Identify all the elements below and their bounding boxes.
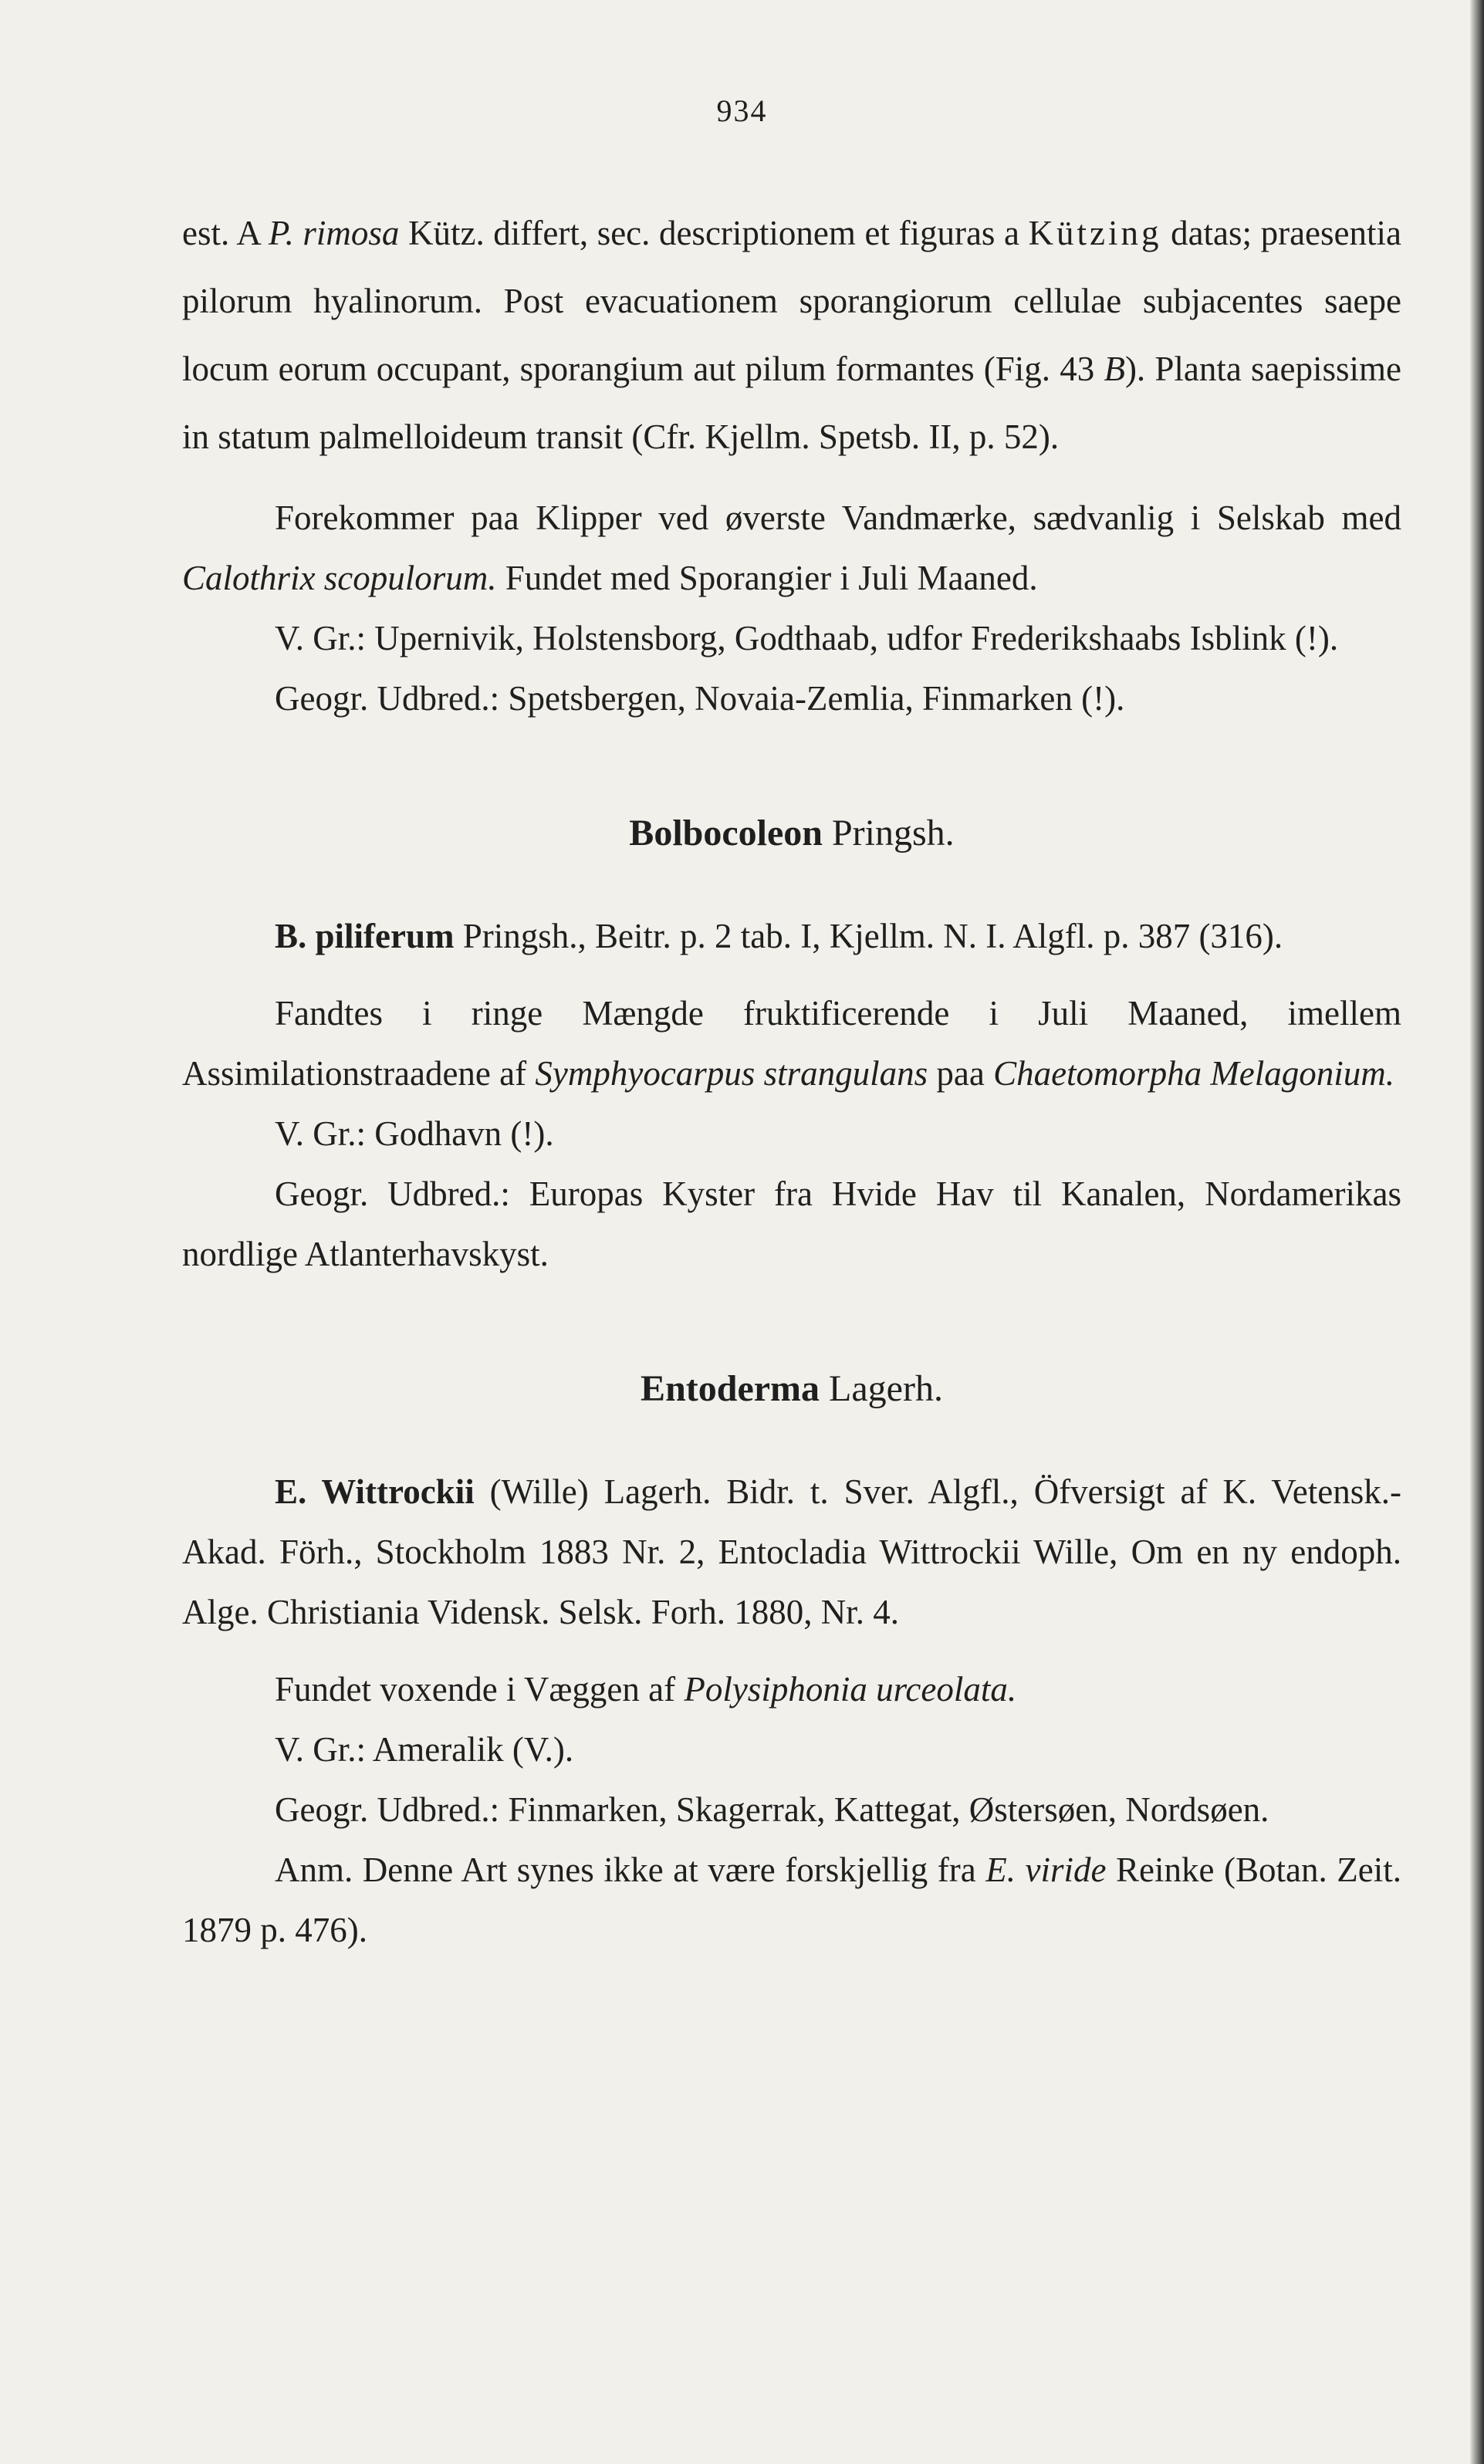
page-number: 934 bbox=[716, 93, 768, 128]
species-name: P. rimosa bbox=[268, 214, 400, 252]
found-text: paa bbox=[928, 1054, 994, 1093]
genus-author: Pringsh. bbox=[822, 813, 955, 853]
found-text: Fundet voxende i Væggen af bbox=[275, 1670, 685, 1709]
occurrence-text: Fundet med Sporangier i Juli Maaned. bbox=[496, 559, 1038, 597]
genus-name: Bolbocoleon bbox=[629, 813, 823, 853]
west-greenland-localities: V. Gr.: Ameralik (V.). bbox=[275, 1730, 574, 1769]
latin-text: est. A bbox=[182, 214, 269, 252]
latin-text: Kütz. differt, sec. descriptionem et figuras a bbox=[399, 214, 1029, 252]
species-entry-entoderma bbox=[182, 1462, 1401, 1642]
genus-heading-bolbocoleon bbox=[182, 815, 1401, 852]
note-text: Anm. Denne Art synes ikke at være forskjellig fra bbox=[275, 1851, 986, 1889]
text-column bbox=[182, 199, 1401, 1960]
geographic-distribution: Geogr. Udbred.: Finmarken, Skagerrak, Kattegat, Østersøen, Nordsøen. bbox=[275, 1790, 1269, 1829]
species-name: Chaetomorpha Melagonium. bbox=[993, 1054, 1395, 1093]
found-text: Fandtes i ringe Mængde fruktificerende i Juli Maaned, imellem Assimilationstraadene af bbox=[182, 994, 1401, 1093]
geographic-distribution: Geogr. Udbred.: Spetsbergen, Novaia-Zemlia, Finmarken (!). bbox=[275, 679, 1125, 718]
species-name: Polysiphonia urceolata. bbox=[684, 1670, 1017, 1709]
found-paragraph bbox=[182, 1659, 1401, 1719]
occurrence-text: Forekommer paa Klipper ved øverste Vandmærke, sædvanlig i Selskab med bbox=[275, 499, 1401, 537]
genus-heading-entoderma bbox=[182, 1368, 1401, 1409]
latin-text: ). Planta saepissime in statum palmelloideum transit (Cfr. Kjellm. Spetsb. II, p. 52). bbox=[182, 350, 1401, 456]
found-paragraph bbox=[182, 983, 1401, 1104]
page-edge-shadow bbox=[1470, 0, 1484, 2464]
west-greenland-localities: V. Gr.: Godhavn (!). bbox=[275, 1114, 554, 1153]
figure-reference: B bbox=[1104, 350, 1125, 388]
latin-description bbox=[182, 199, 1401, 471]
west-greenland-localities: V. Gr.: Upernivik, Holstensborg, Godthaab, udfor Frederikshaabs Isblink (!). bbox=[275, 619, 1339, 657]
note-text: Reinke (Botan. Zeit. 1879 p. 476). bbox=[182, 1851, 1402, 1949]
species-name: Calothrix scopulorum. bbox=[182, 559, 497, 597]
genus-name: Entoderma bbox=[641, 1368, 820, 1409]
species-citation: Pringsh., Beitr. p. 2 tab. I, Kjellm. N. I. Algfl. p. 387 (316). bbox=[454, 917, 1283, 955]
genus-author: Lagerh. bbox=[820, 1368, 943, 1409]
annotation-note bbox=[182, 1840, 1401, 1960]
species-name: B. piliferum bbox=[275, 917, 455, 955]
latin-text: datas; praesentia pilorum hyalinorum. Post evacuationem sporangiorum cellulae subjacentes saepe locum eorum occupant, sporangium aut pilum formantes (Fig. 43 bbox=[182, 214, 1401, 388]
species-name: E. Wittrockii bbox=[275, 1472, 475, 1511]
geographic-distribution: Geogr. Udbred.: Europas Kyster fra Hvide Hav til Kanalen, Nordamerikas nordlige Atlanterhavskyst. bbox=[182, 1175, 1401, 1273]
species-name: E. viride bbox=[985, 1851, 1107, 1889]
author-name: Kützing bbox=[1028, 214, 1162, 252]
species-citation: (Wille) Lagerh. Bidr. t. Sver. Algfl., Öfversigt af K. Vetensk.-Akad. Förh., Stockholm 1883 Nr. 2, Entocladia Wittrockii Wille, Om en ny endoph. Alge. Christiania Vidensk. Selsk. Forh. 1880, Nr. 4. bbox=[182, 1472, 1401, 1631]
occurrence-paragraph bbox=[182, 488, 1401, 608]
species-entry-bolbocoleon bbox=[182, 906, 1401, 966]
species-name: Symphyocarpus strangulans bbox=[535, 1054, 928, 1093]
